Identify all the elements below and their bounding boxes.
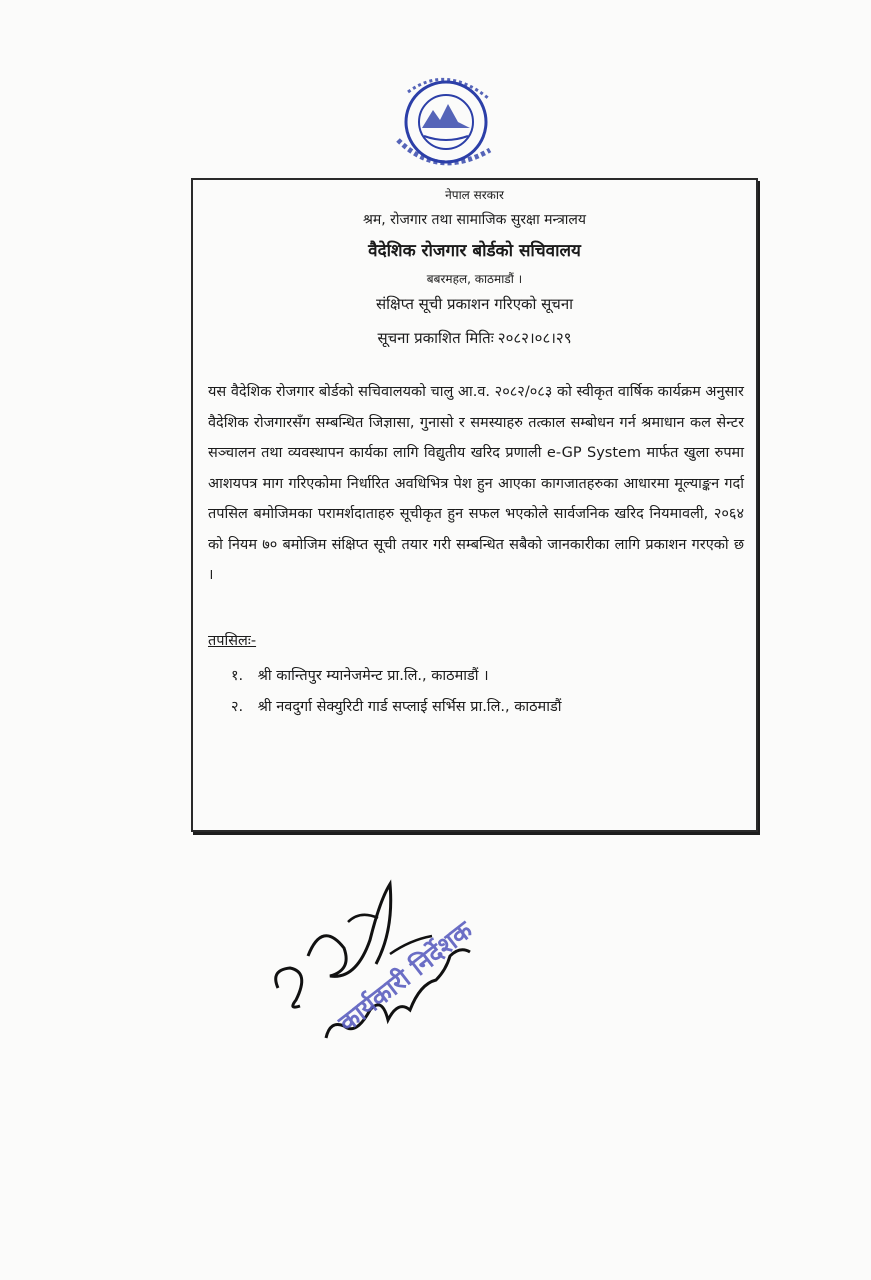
list-item <box>231 696 561 716</box>
list-item-number: १. <box>231 668 244 684</box>
government-seal <box>378 70 516 182</box>
list-item-number: २. <box>231 699 244 715</box>
office-address: बबरमहल, काठमाडौं । <box>426 272 523 286</box>
list-item-text: श्री नवदुर्गा सेक्युरिटी गार्ड सप्लाई सर्भिस प्रा.लि., काठमाडौं <box>257 699 562 715</box>
ministry-name: श्रम, रोजगार तथा सामाजिक सुरक्षा मन्त्रालय <box>362 212 587 228</box>
list-heading: तपसिलः- <box>208 633 257 649</box>
designation-stamp: कार्यकारी निर्देशक <box>332 915 478 1038</box>
notice-subject: संक्षिप्त सूची प्रकाशन गरिएको सूचना <box>375 295 574 313</box>
date-value: २०८२।०८।२९ <box>497 329 572 347</box>
publication-date <box>193 328 756 348</box>
board-name: वैदेशिक रोजगार बोर्डको सचिवालय <box>368 241 581 261</box>
notice-frame <box>191 178 758 832</box>
notice-paragraph: यस वैदेशिक रोजगार बोर्डको सचिवालयको चालु आ.व. २०८२/०८३ को स्वीकृत वार्षिक कार्यक्रम अनुसार वैदेशिक रोजगारसँग सम्बन्धित जिज्ञासा, गुनासो र समस्याहरु तत्काल सम्बोधन गर्न श्रमाधान कल सेन्टर सञ्चालन तथा व्यवस्थापन कार्यका लागि विद्युतीय खरिद प्रणाली e-GP System मार्फत खुला रुपमा आशयपत्र माग गरिएकोमा निर्धारित अवधिभित्र पेश हुन आएका कागजातहरुका आधारमा मूल्याङ्कन गर्दा तपसिल बमोजिमका परामर्शदाताहरु सूचीकृत हुन सफल भएकोले सार्वजनिक खरिद नियमावली, २०६४ को नियम ७० बमोजिम संक्षिप्त सूची तयार गरी सम्बन्धित सबैको जानकारीका लागि प्रकाशन गरएको छ । <box>208 384 744 583</box>
list-item <box>231 665 489 685</box>
date-label: सूचना प्रकाशित मितिः <box>377 329 494 347</box>
government-name: नेपाल सरकार <box>445 188 504 202</box>
list-item-text: श्री कान्तिपुर म्यानेजमेन्ट प्रा.लि., काठमाडौं । <box>257 668 489 684</box>
